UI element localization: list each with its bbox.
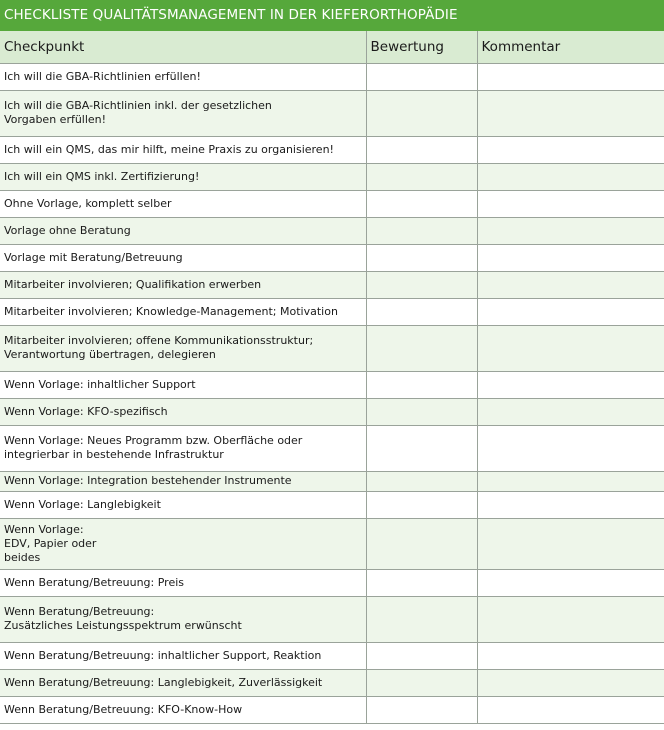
bewertung-cell[interactable] bbox=[366, 669, 477, 696]
checkpunkt-cell: Wenn Vorlage: Integration bestehender Instrumente bbox=[0, 471, 366, 491]
bewertung-cell[interactable] bbox=[366, 63, 477, 90]
table-row bbox=[0, 398, 664, 425]
bewertung-cell[interactable] bbox=[366, 298, 477, 325]
kommentar-cell[interactable] bbox=[477, 190, 664, 217]
checkpunkt-cell: Mitarbeiter involvieren; Qualifikation erwerben bbox=[0, 271, 366, 298]
checkpunkt-cell: Ohne Vorlage, komplett selber bbox=[0, 190, 366, 217]
checkpunkt-cell: Ich will ein QMS, das mir hilft, meine Praxis zu organisieren! bbox=[0, 136, 366, 163]
checkpunkt-cell: Wenn Vorlage: inhaltlicher Support bbox=[0, 371, 366, 398]
checkpunkt-cell: Mitarbeiter involvieren; Knowledge-Management; Motivation bbox=[0, 298, 366, 325]
bewertung-cell[interactable] bbox=[366, 90, 477, 136]
bewertung-cell[interactable] bbox=[366, 371, 477, 398]
checkpunkt-cell: Ich will die GBA-Richtlinien erfüllen! bbox=[0, 63, 366, 90]
checkpunkt-cell: Wenn Beratung/Betreuung: Zusätzliches Leistungsspektrum erwünscht bbox=[0, 596, 366, 642]
table-row bbox=[0, 518, 664, 569]
table-row bbox=[0, 696, 664, 723]
checkpunkt-cell: Mitarbeiter involvieren; offene Kommunikationsstruktur; Verantwortung übertragen, delegieren bbox=[0, 325, 366, 371]
table-row bbox=[0, 596, 664, 642]
kommentar-cell[interactable] bbox=[477, 371, 664, 398]
table-row bbox=[0, 642, 664, 669]
kommentar-cell[interactable] bbox=[477, 217, 664, 244]
table-row bbox=[0, 371, 664, 398]
kommentar-cell[interactable] bbox=[477, 669, 664, 696]
bewertung-cell[interactable] bbox=[366, 190, 477, 217]
bewertung-cell[interactable] bbox=[366, 425, 477, 471]
document-title: CHECKLISTE QUALITÄTSMANAGEMENT IN DER KIEFERORTHOPÄDIE bbox=[0, 0, 664, 31]
bewertung-cell[interactable] bbox=[366, 491, 477, 518]
checkpunkt-cell: Wenn Beratung/Betreuung: KFO-Know-How bbox=[0, 696, 366, 723]
kommentar-cell[interactable] bbox=[477, 298, 664, 325]
table-row bbox=[0, 325, 664, 371]
checkpunkt-cell: Wenn Vorlage: KFO-spezifisch bbox=[0, 398, 366, 425]
kommentar-cell[interactable] bbox=[477, 90, 664, 136]
bewertung-cell[interactable] bbox=[366, 518, 477, 569]
table-row bbox=[0, 569, 664, 596]
table-header-row bbox=[0, 31, 664, 63]
checklist-table bbox=[0, 31, 664, 724]
kommentar-cell[interactable] bbox=[477, 696, 664, 723]
checkpunkt-cell: Wenn Beratung/Betreuung: Preis bbox=[0, 569, 366, 596]
table-row bbox=[0, 669, 664, 696]
checkpunkt-cell: Wenn Beratung/Betreuung: inhaltlicher Support, Reaktion bbox=[0, 642, 366, 669]
bewertung-cell[interactable] bbox=[366, 163, 477, 190]
table-row bbox=[0, 471, 664, 491]
bewertung-cell[interactable] bbox=[366, 471, 477, 491]
table-row bbox=[0, 90, 664, 136]
bewertung-cell[interactable] bbox=[366, 325, 477, 371]
checkpunkt-cell: Wenn Beratung/Betreuung: Langlebigkeit, Zuverlässigkeit bbox=[0, 669, 366, 696]
table-row bbox=[0, 244, 664, 271]
table-row bbox=[0, 163, 664, 190]
bewertung-cell[interactable] bbox=[366, 569, 477, 596]
kommentar-cell[interactable] bbox=[477, 518, 664, 569]
table-row bbox=[0, 425, 664, 471]
kommentar-cell[interactable] bbox=[477, 271, 664, 298]
column-header-bewertung: Bewertung bbox=[366, 31, 477, 63]
kommentar-cell[interactable] bbox=[477, 63, 664, 90]
kommentar-cell[interactable] bbox=[477, 244, 664, 271]
bewertung-cell[interactable] bbox=[366, 696, 477, 723]
kommentar-cell[interactable] bbox=[477, 596, 664, 642]
kommentar-cell[interactable] bbox=[477, 471, 664, 491]
table-row bbox=[0, 217, 664, 244]
checkpunkt-cell: Ich will ein QMS inkl. Zertifizierung! bbox=[0, 163, 366, 190]
kommentar-cell[interactable] bbox=[477, 491, 664, 518]
bewertung-cell[interactable] bbox=[366, 398, 477, 425]
checkpunkt-cell: Ich will die GBA-Richtlinien inkl. der gesetzlichen Vorgaben erfüllen! bbox=[0, 90, 366, 136]
bewertung-cell[interactable] bbox=[366, 217, 477, 244]
bewertung-cell[interactable] bbox=[366, 136, 477, 163]
checkpunkt-cell: Wenn Vorlage: Neues Programm bzw. Oberfläche oder integrierbar in bestehende Infrastruktur bbox=[0, 425, 366, 471]
kommentar-cell[interactable] bbox=[477, 325, 664, 371]
table-row bbox=[0, 190, 664, 217]
column-header-checkpunkt: Checkpunkt bbox=[0, 31, 366, 63]
table-row bbox=[0, 298, 664, 325]
checkpunkt-cell: Vorlage ohne Beratung bbox=[0, 217, 366, 244]
kommentar-cell[interactable] bbox=[477, 425, 664, 471]
bewertung-cell[interactable] bbox=[366, 271, 477, 298]
kommentar-cell[interactable] bbox=[477, 136, 664, 163]
table-row bbox=[0, 136, 664, 163]
kommentar-cell[interactable] bbox=[477, 398, 664, 425]
kommentar-cell[interactable] bbox=[477, 642, 664, 669]
table-row bbox=[0, 63, 664, 90]
bewertung-cell[interactable] bbox=[366, 596, 477, 642]
column-header-kommentar: Kommentar bbox=[477, 31, 664, 63]
kommentar-cell[interactable] bbox=[477, 569, 664, 596]
table-row bbox=[0, 271, 664, 298]
bewertung-cell[interactable] bbox=[366, 244, 477, 271]
checkpunkt-cell: Wenn Vorlage: Langlebigkeit bbox=[0, 491, 366, 518]
checkpunkt-cell: Vorlage mit Beratung/Betreuung bbox=[0, 244, 366, 271]
bewertung-cell[interactable] bbox=[366, 642, 477, 669]
kommentar-cell[interactable] bbox=[477, 163, 664, 190]
checkpunkt-cell: Wenn Vorlage: EDV, Papier oder beides bbox=[0, 518, 366, 569]
table-row bbox=[0, 491, 664, 518]
